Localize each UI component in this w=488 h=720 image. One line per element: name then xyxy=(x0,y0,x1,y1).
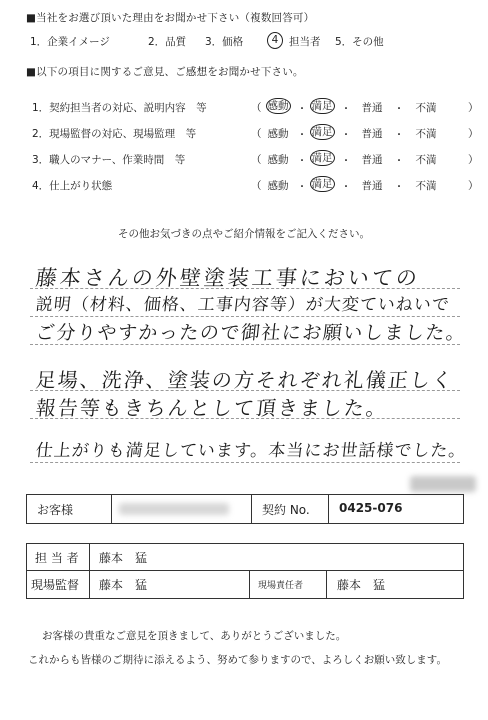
tanto-label-cell xyxy=(27,544,90,570)
separator-dot: ・ xyxy=(394,182,404,193)
customer-name-redacted xyxy=(119,503,229,515)
customer-label: お客様 xyxy=(37,503,74,517)
separator-dot: ・ xyxy=(297,130,307,141)
comment-handwritten-line: 報告等もきちんとして頂きました。 xyxy=(34,396,390,420)
question-row xyxy=(32,178,479,194)
paren-close: ） xyxy=(468,102,479,114)
option-fuman: 不満 xyxy=(415,128,437,140)
tanto-label: 担 当 者 xyxy=(35,551,79,565)
comment-handwritten-line: ご分りやすかったので御社にお願いしました。 xyxy=(34,322,468,344)
question-row xyxy=(32,100,479,116)
staff-row-kantoku xyxy=(27,571,463,598)
reason-staff: 担当者 xyxy=(289,36,321,48)
contract-label: 契約 No. xyxy=(262,503,310,517)
paren-close: ） xyxy=(468,154,479,166)
separator-dot: ・ xyxy=(297,182,307,193)
option-kando: 感動 xyxy=(267,180,289,192)
customer-box xyxy=(26,494,464,524)
contract-number: 0425-076 xyxy=(339,501,403,515)
footer-closing: これからも皆様のご期待に添えるよう、努めて参りますので、よろしくお願い致します。 xyxy=(28,654,447,666)
separator-dot: ・ xyxy=(341,156,351,167)
reason-quality: 2．品質 xyxy=(148,36,187,48)
paren-open: （ xyxy=(251,154,262,166)
reason-options xyxy=(30,34,460,52)
option-fuman: 不満 xyxy=(415,154,437,166)
option-manzoku xyxy=(302,178,342,190)
reason-price: 3．価格 xyxy=(205,36,244,48)
separator-dot: ・ xyxy=(394,130,404,141)
sekinin-label: 現場責任者 xyxy=(258,581,304,591)
kantoku-label: 現場監督 xyxy=(31,578,80,592)
reason-corporate-image: 1．企業イメージ xyxy=(30,36,110,48)
separator-dot: ・ xyxy=(394,156,404,167)
customer-label-cell xyxy=(27,495,112,523)
paren-close: ） xyxy=(468,128,479,140)
comment-prompt: その他お気づきの点やご紹介情報をご記入ください。 xyxy=(118,228,370,240)
question-label: 2．現場監督の対応、現場監理 等 xyxy=(32,128,197,140)
comment-handwritten-line: 足場、洗浄、塗装の方それぞれ礼儀正しく xyxy=(34,368,456,392)
sekinin-name: 藤本 猛 xyxy=(337,578,386,592)
tanto-name: 藤本 猛 xyxy=(99,551,148,565)
option-futsu: 普通 xyxy=(361,180,383,192)
section-feedback-title: ■以下の項目に関するご意見、ご感想をお聞かせ下さい。 xyxy=(26,66,304,78)
contract-label-cell xyxy=(251,495,329,523)
sekinin-label-cell xyxy=(249,571,327,598)
separator-dot: ・ xyxy=(297,104,307,115)
separator-dot: ・ xyxy=(341,182,351,193)
question-row xyxy=(32,126,479,142)
option-manzoku-circled: 満足 xyxy=(311,152,333,164)
paren-open: （ xyxy=(251,128,262,140)
separator-dot: ・ xyxy=(297,156,307,167)
question-label: 3．職人のマナー、作業時間 等 xyxy=(32,154,186,166)
option-manzoku-circled: 満足 xyxy=(311,100,333,112)
comment-guide-line xyxy=(30,462,460,463)
reason-other: 5．その他 xyxy=(335,36,384,48)
redacted-mark xyxy=(410,476,476,492)
separator-dot: ・ xyxy=(394,104,404,115)
comment-handwritten-line: 仕上がりも満足しています。本当にお世話様でした。 xyxy=(34,441,468,461)
paren-close: ） xyxy=(468,180,479,192)
separator-dot: ・ xyxy=(341,104,351,115)
kantoku-label-cell xyxy=(27,571,90,598)
staff-box xyxy=(26,543,464,599)
reason-staff-number-circled: 4 xyxy=(267,32,283,49)
separator-dot: ・ xyxy=(341,130,351,141)
option-futsu: 普通 xyxy=(361,102,383,114)
question-label: 1．契約担当者の対応、説明内容 等 xyxy=(32,102,207,114)
option-futsu: 普通 xyxy=(361,154,383,166)
option-manzoku xyxy=(302,126,342,138)
paren-open: （ xyxy=(251,180,262,192)
footer-thanks: お客様の貴重なご意見を頂きまして、ありがとうございました。 xyxy=(42,630,347,642)
option-manzoku xyxy=(302,152,342,164)
option-kando xyxy=(258,100,298,112)
option-fuman: 不満 xyxy=(415,102,437,114)
option-manzoku xyxy=(302,100,342,112)
section-reason-title: ■当社をお選び頂いた理由をお聞かせ下さい（複数回答可） xyxy=(26,12,315,24)
option-kando-circled: 感動 xyxy=(267,100,289,112)
comment-handwritten-line: 説明（材料、価格、工事内容等）が大変ていねいで xyxy=(34,295,451,315)
comment-guide-line xyxy=(30,316,460,317)
kantoku-name: 藤本 猛 xyxy=(99,578,148,592)
option-manzoku-circled: 満足 xyxy=(311,178,333,190)
question-label: 4．仕上がり状態 xyxy=(32,180,113,192)
option-futsu: 普通 xyxy=(361,128,383,140)
option-fuman: 不満 xyxy=(415,180,437,192)
question-row xyxy=(32,152,479,168)
comment-area xyxy=(0,250,488,470)
option-kando: 感動 xyxy=(267,128,289,140)
comment-handwritten-line: 藤本さんの外壁塗装工事においての xyxy=(34,266,422,290)
staff-row-tanto xyxy=(27,544,463,571)
option-manzoku-circled: 満足 xyxy=(311,126,333,138)
paren-open: （ xyxy=(251,102,262,114)
option-kando: 感動 xyxy=(267,154,289,166)
